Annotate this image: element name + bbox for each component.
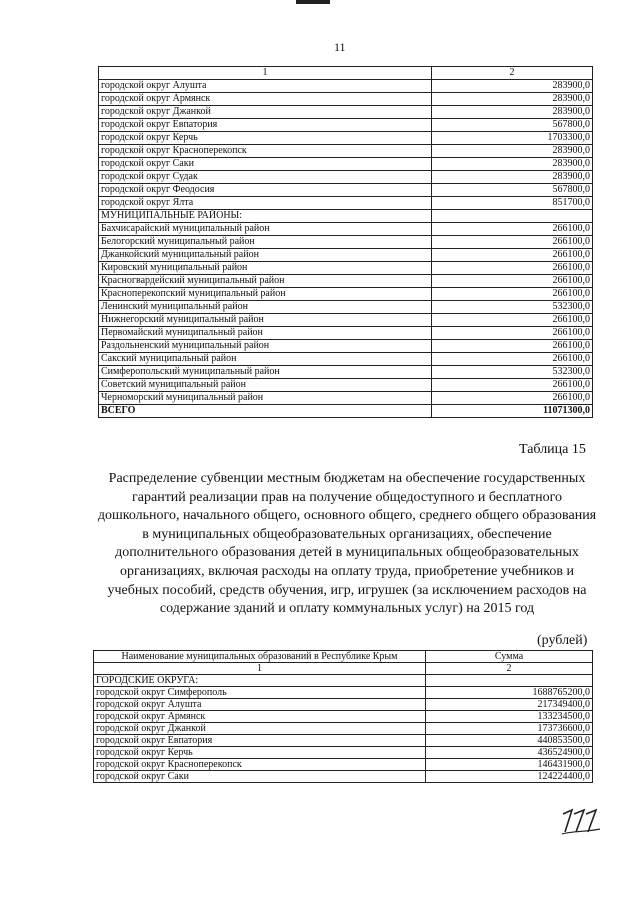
table-header-row [99,67,593,80]
cell-name: Сакский муниципальный район [99,353,432,366]
cell-value: 266100,0 [432,288,593,301]
cell-value: 266100,0 [432,340,593,353]
cell-value: 124224400,0 [426,771,593,783]
table-row [99,288,593,301]
table-row [99,236,593,249]
cell-value: 266100,0 [432,236,593,249]
cell-name: городской округ Феодосия [99,184,432,197]
table-row [94,723,593,735]
cell-value: 283900,0 [432,158,593,171]
table-row [99,366,593,379]
table-subvention-distribution [93,650,593,783]
table-row [99,327,593,340]
cell-name: Джанкойский муниципальный район [99,249,432,262]
table-row [99,301,593,314]
table-row [94,747,593,759]
table-row [94,699,593,711]
cell-value: 146431900,0 [426,759,593,771]
cell-name: Нижнегорский муниципальный район [99,314,432,327]
total-row [99,405,593,418]
cell-value: 266100,0 [432,353,593,366]
cell-name: МУНИЦИПАЛЬНЫЕ РАЙОНЫ: [99,210,432,223]
subheader-col-1: 1 [94,663,426,675]
cell-name: Ленинский муниципальный район [99,301,432,314]
cell-value: 283900,0 [432,145,593,158]
cell-name: городской округ Алушта [94,699,426,711]
cell-name: городской округ Ялта [99,197,432,210]
cell-value: 283900,0 [432,93,593,106]
section-empty-cell [426,675,593,687]
cell-value: 266100,0 [432,262,593,275]
table-row [99,80,593,93]
cell-value: 133234500,0 [426,711,593,723]
cell-value: 266100,0 [432,275,593,288]
handwritten-page-number [560,806,602,836]
cell-name: городской округ Саки [99,158,432,171]
table-row [99,314,593,327]
table-row [99,249,593,262]
cell-name: Кировский муниципальный район [99,262,432,275]
table-subheader-row [94,663,593,675]
table-row [99,392,593,405]
table-row [99,145,593,158]
cell-name: Белогорский муниципальный район [99,236,432,249]
subheader-col-2: 2 [426,663,593,675]
section-label: ГОРОДСКИЕ ОКРУГА: [94,675,426,687]
table-row [99,340,593,353]
document-title: Распределение субвенции местным бюджетам на обеспечение государственных гарантий реализации прав на получение общедоступного и бесплатного дошкольного, начального общего, основного общего, среднего общего образования в муниципальных общеобразовательных организациях, обеспечение дополнительного образования детей в муниципальных общеобразовательных организациях, включая расходы на оплату труда, приобретение учебников и учебных пособий, средств обучения, игр, игрушек (за исключением расходов на содержание зданий и оплату коммунальных услуг) на 2015 год [97,471,597,617]
cell-name: Бахчисарайский муниципальный район [99,223,432,236]
cell-value: 440853500,0 [426,735,593,747]
table-row [99,210,593,223]
table-row [99,132,593,145]
table-row [99,275,593,288]
cell-name: городской округ Евпатория [99,119,432,132]
section-row [94,675,593,687]
cell-name: городской округ Джанкой [99,106,432,119]
table-row [99,106,593,119]
header-col-1: 1 [99,67,432,80]
cell-value: 567800,0 [432,119,593,132]
cell-value: 567800,0 [432,184,593,197]
cell-name: городской округ Симферополь [94,687,426,699]
cell-name: Красногвардейский муниципальный район [99,275,432,288]
cell-value: 266100,0 [432,223,593,236]
cell-name: городской округ Красноперекопск [94,759,426,771]
table-row [94,711,593,723]
table-row [94,735,593,747]
table-row [99,223,593,236]
cell-value: 283900,0 [432,171,593,184]
cell-name: городской округ Керчь [99,132,432,145]
table-header-row [94,651,593,663]
header-name: Наименование муниципальных образований в Республике Крым [94,651,426,663]
table-row [99,262,593,275]
cell-name: Первомайский муниципальный район [99,327,432,340]
cell-name: городской округ Керчь [94,747,426,759]
table-caption: Таблица 15 [519,442,586,457]
page-number: 11 [334,40,346,54]
cell-value: 173736600,0 [426,723,593,735]
cell-name: Советский муниципальный район [99,379,432,392]
cell-name: Черноморский муниципальный район [99,392,432,405]
table-municipal-continued [98,66,593,418]
cell-name: городской округ Судак [99,171,432,184]
table-row [99,158,593,171]
cell-value: 283900,0 [432,80,593,93]
cell-name: городской округ Красноперекопск [99,145,432,158]
cell-name: городской округ Саки [94,771,426,783]
cell-name: ВСЕГО [99,405,432,418]
cell-name: Раздольненский муниципальный район [99,340,432,353]
table-row [99,184,593,197]
cell-value: 11071300,0 [432,405,593,418]
cell-name: городской округ Евпатория [94,735,426,747]
table-row [94,771,593,783]
cell-name: городской округ Армянск [99,93,432,106]
table-row [99,379,593,392]
cell-value: 436524900,0 [426,747,593,759]
table-row [99,171,593,184]
cell-name: Красноперекопский муниципальный район [99,288,432,301]
cell-value: 217349400,0 [426,699,593,711]
cell-value: 266100,0 [432,314,593,327]
cell-name: городской округ Алушта [99,80,432,93]
cell-name: городской округ Джанкой [94,723,426,735]
header-col-2: 2 [432,67,593,80]
header-sum: Сумма [426,651,593,663]
cell-name: Симферопольский муниципальный район [99,366,432,379]
cell-value: 266100,0 [432,379,593,392]
cell-value: 1703300,0 [432,132,593,145]
cell-value: 266100,0 [432,327,593,340]
table-row [94,687,593,699]
table-row [99,93,593,106]
table-row [99,197,593,210]
cell-value: 851700,0 [432,197,593,210]
table-row [99,353,593,366]
cell-value: 532300,0 [432,301,593,314]
cell-value [432,210,593,223]
table-row [94,759,593,771]
top-edge-mark [296,0,330,4]
cell-value: 266100,0 [432,392,593,405]
unit-label: (рублей) [537,633,588,648]
cell-value: 283900,0 [432,106,593,119]
cell-value: 532300,0 [432,366,593,379]
cell-value: 1688765200,0 [426,687,593,699]
cell-value: 266100,0 [432,249,593,262]
table-row [99,119,593,132]
cell-name: городской округ Армянск [94,711,426,723]
